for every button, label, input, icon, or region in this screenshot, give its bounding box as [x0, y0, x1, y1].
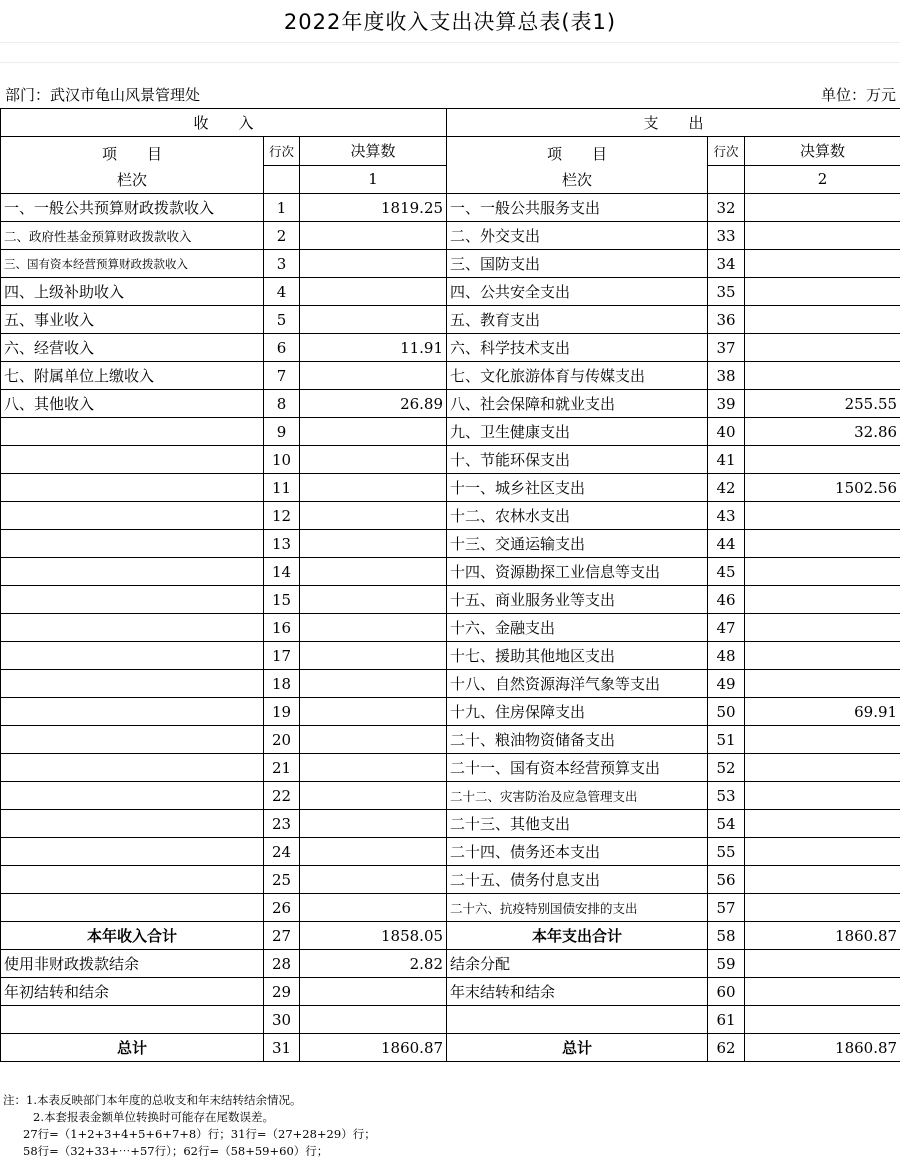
- department-label: 部门：武汉市龟山风景管理处: [5, 86, 201, 104]
- income-row-number: 2: [264, 222, 300, 250]
- expense-amount: [745, 838, 900, 866]
- income-amount: [300, 670, 447, 698]
- expense-item-name: 十五、商业服务业等支出: [447, 586, 708, 614]
- table-row: [1, 866, 900, 894]
- income-item-name: 四、上级补助收入: [1, 278, 264, 306]
- table-row: [1, 502, 900, 530]
- income-item-name: [1, 586, 264, 614]
- expense-grand-total-label: 总计: [447, 1034, 708, 1062]
- income-item-name: 使用非财政拨款结余: [1, 950, 264, 978]
- table-row: [1, 726, 900, 754]
- table-row: [1, 838, 900, 866]
- expense-row-number: 57: [708, 894, 745, 922]
- income-grand-total-label: 总计: [1, 1034, 264, 1062]
- income-amount: [300, 222, 447, 250]
- income-header: 收 入: [1, 109, 447, 137]
- expense-item-name: 二十六、抗疫特别国债安排的支出: [447, 894, 708, 922]
- income-amount: [300, 782, 447, 810]
- income-row-number: 3: [264, 250, 300, 278]
- income-row-number: 12: [264, 502, 300, 530]
- expense-row-number: 41: [708, 446, 745, 474]
- income-amount: 26.89: [300, 390, 447, 418]
- expense-row-number: 47: [708, 614, 745, 642]
- income-item-name: [1, 418, 264, 446]
- income-row-number: 7: [264, 362, 300, 390]
- expense-amount: [745, 1006, 900, 1034]
- income-total-amount: 1858.05: [300, 922, 447, 950]
- expense-row-number: 56: [708, 866, 745, 894]
- income-total-label: 本年收入合计: [1, 922, 264, 950]
- expense-amount-header: 决算数: [745, 137, 900, 166]
- income-item-name: 六、经营收入: [1, 334, 264, 362]
- expense-row-number: 33: [708, 222, 745, 250]
- expense-item-name: 二十二、灾害防治及应急管理支出: [447, 782, 708, 810]
- income-row-number: 1: [264, 194, 300, 222]
- income-item-name: [1, 810, 264, 838]
- income-amount: [300, 810, 447, 838]
- income-item-name: [1, 614, 264, 642]
- income-amount: [300, 1006, 447, 1034]
- table-row: [1, 894, 900, 922]
- income-item-name: 年初结转和结余: [1, 978, 264, 1006]
- income-item-name: [1, 698, 264, 726]
- blank-row: [0, 62, 900, 83]
- income-row-number: 19: [264, 698, 300, 726]
- income-item-name: [1, 446, 264, 474]
- note-3: 27行=（1+2+3+4+5+6+7+8）行；31行=（27+28+29）行；: [23, 1127, 376, 1141]
- expense-amount: [745, 950, 900, 978]
- income-row-no-blank: [264, 165, 300, 194]
- expense-amount: [745, 502, 900, 530]
- income-row-number: 30: [264, 1006, 300, 1034]
- expense-item-name: 二十三、其他支出: [447, 810, 708, 838]
- income-item-name: [1, 530, 264, 558]
- expense-item-name: 八、社会保障和就业支出: [447, 390, 708, 418]
- expense-row-number: 49: [708, 670, 745, 698]
- income-item-name: [1, 754, 264, 782]
- income-row-number: 26: [264, 894, 300, 922]
- expense-item-name: 十三、交通运输支出: [447, 530, 708, 558]
- income-grand-total-row-number: 31: [264, 1034, 300, 1062]
- income-amount-header: 决算数: [300, 137, 447, 166]
- expense-row-number: 51: [708, 726, 745, 754]
- table-row: [1, 950, 900, 978]
- expense-item-name: 二十五、债务付息支出: [447, 866, 708, 894]
- income-item-name: [1, 1006, 264, 1034]
- income-row-no-header: 行次: [264, 137, 300, 166]
- income-amount: [300, 362, 447, 390]
- table-row: [1, 250, 900, 278]
- income-item-name: [1, 866, 264, 894]
- income-total-row-number: 27: [264, 922, 300, 950]
- table-row: [1, 530, 900, 558]
- income-row-number: 18: [264, 670, 300, 698]
- income-row-number: 25: [264, 866, 300, 894]
- expense-row-number: 37: [708, 334, 745, 362]
- income-amount: [300, 838, 447, 866]
- expense-item-name: 五、教育支出: [447, 306, 708, 334]
- income-amount: [300, 558, 447, 586]
- expense-item-name: 年末结转和结余: [447, 978, 708, 1006]
- expense-row-number: 43: [708, 502, 745, 530]
- expense-col-label: 栏次: [562, 171, 593, 189]
- income-amount: [300, 474, 447, 502]
- income-amount: [300, 642, 447, 670]
- table-row: [1, 642, 900, 670]
- page-title: 2022年度收入支出决算总表(表1): [283, 10, 617, 34]
- income-row-number: 9: [264, 418, 300, 446]
- expense-item-header: [447, 137, 708, 194]
- budget-table: [0, 108, 900, 1062]
- table-row: [1, 1006, 900, 1034]
- expense-row-number: 60: [708, 978, 745, 1006]
- expense-item-name: 十一、城乡社区支出: [447, 474, 708, 502]
- unit-label: 单位：万元: [820, 86, 896, 104]
- income-item-name: 三、国有资本经营预算财政拨款收入: [1, 250, 264, 278]
- expense-amount: [745, 670, 900, 698]
- expense-amount: [745, 194, 900, 222]
- income-row-number: 14: [264, 558, 300, 586]
- expense-row-no-header: 行次: [708, 137, 745, 166]
- expense-row-number: 46: [708, 586, 745, 614]
- income-item-name: [1, 782, 264, 810]
- income-row-number: 29: [264, 978, 300, 1006]
- expense-amount: [745, 250, 900, 278]
- income-amount: [300, 754, 447, 782]
- expense-row-number: 61: [708, 1006, 745, 1034]
- expense-amount: 255.55: [745, 390, 900, 418]
- expense-item-name: 十二、农林水支出: [447, 502, 708, 530]
- expense-row-number: 52: [708, 754, 745, 782]
- income-item-name: 八、其他收入: [1, 390, 264, 418]
- income-amount: [300, 418, 447, 446]
- table-row: [1, 614, 900, 642]
- total-row: [1, 922, 900, 950]
- expense-row-number: 32: [708, 194, 745, 222]
- notes: [3, 1092, 898, 1160]
- expense-item-name: 二、外交支出: [447, 222, 708, 250]
- expense-row-number: 40: [708, 418, 745, 446]
- expense-row-number: 34: [708, 250, 745, 278]
- expense-row-number: 50: [708, 698, 745, 726]
- income-row-number: 24: [264, 838, 300, 866]
- expense-amount: [745, 530, 900, 558]
- income-row-number: 8: [264, 390, 300, 418]
- table-row: [1, 306, 900, 334]
- expense-amount: [745, 978, 900, 1006]
- expense-item-name: 十九、住房保障支出: [447, 698, 708, 726]
- income-col-label: 栏次: [116, 171, 147, 189]
- expense-item-name: 九、卫生健康支出: [447, 418, 708, 446]
- blank-row: [0, 42, 900, 63]
- income-row-number: 22: [264, 782, 300, 810]
- expense-amount: [745, 642, 900, 670]
- income-amount: 11.91: [300, 334, 447, 362]
- expense-amount: [745, 306, 900, 334]
- expense-item-name: 十八、自然资源海洋气象等支出: [447, 670, 708, 698]
- income-amount: [300, 614, 447, 642]
- income-item-name: [1, 726, 264, 754]
- note-4: 58行=（32+33+⋯+57行）；62行=（58+59+60）行；: [23, 1144, 329, 1158]
- income-row-number: 16: [264, 614, 300, 642]
- expense-grand-total-amount: 1860.87: [745, 1034, 900, 1062]
- expense-total-row-number: 58: [708, 922, 745, 950]
- income-col-number: 1: [300, 165, 447, 194]
- expense-item-name: 十七、援助其他地区支出: [447, 642, 708, 670]
- income-item-name: [1, 670, 264, 698]
- expense-amount: [745, 754, 900, 782]
- expense-amount: [745, 866, 900, 894]
- expense-row-number: 48: [708, 642, 745, 670]
- expense-total-amount: 1860.87: [745, 922, 900, 950]
- table-row: [1, 446, 900, 474]
- expense-amount: [745, 222, 900, 250]
- table-row: [1, 810, 900, 838]
- expense-row-number: 42: [708, 474, 745, 502]
- expense-item-name: 十四、资源勘探工业信息等支出: [447, 558, 708, 586]
- expense-amount: [745, 278, 900, 306]
- income-amount: [300, 250, 447, 278]
- table-row: [1, 670, 900, 698]
- expense-amount: [745, 614, 900, 642]
- income-amount: [300, 978, 447, 1006]
- table-row: [1, 390, 900, 418]
- income-amount: [300, 726, 447, 754]
- expense-amount: 69.91: [745, 698, 900, 726]
- income-item-name: 一、一般公共预算财政拨款收入: [1, 194, 264, 222]
- income-amount: 2.82: [300, 950, 447, 978]
- table-row: [1, 754, 900, 782]
- grand-total-row: [1, 1034, 900, 1062]
- expense-item-name: 十、节能环保支出: [447, 446, 708, 474]
- income-item-header: [1, 137, 264, 194]
- expense-amount: [745, 362, 900, 390]
- expense-amount: [745, 558, 900, 586]
- income-row-number: 17: [264, 642, 300, 670]
- income-row-number: 13: [264, 530, 300, 558]
- income-amount: [300, 502, 447, 530]
- expense-amount: [745, 894, 900, 922]
- expense-row-number: 38: [708, 362, 745, 390]
- table-row: [1, 782, 900, 810]
- expense-row-number: 59: [708, 950, 745, 978]
- expense-amount: [745, 726, 900, 754]
- expense-item-name: 二十一、国有资本经营预算支出: [447, 754, 708, 782]
- income-amount: [300, 530, 447, 558]
- table-row: [1, 362, 900, 390]
- income-amount: 1819.25: [300, 194, 447, 222]
- income-amount: [300, 866, 447, 894]
- income-row-number: 10: [264, 446, 300, 474]
- expense-amount: [745, 586, 900, 614]
- expense-amount: [745, 446, 900, 474]
- table-row: [1, 334, 900, 362]
- expense-row-number: 36: [708, 306, 745, 334]
- expense-grand-total-row-number: 62: [708, 1034, 745, 1062]
- income-row-number: 5: [264, 306, 300, 334]
- expense-row-number: 35: [708, 278, 745, 306]
- expense-row-no-blank: [708, 165, 745, 194]
- expense-row-number: 53: [708, 782, 745, 810]
- expense-total-label: 本年支出合计: [447, 922, 708, 950]
- income-item-name: [1, 558, 264, 586]
- income-row-number: 20: [264, 726, 300, 754]
- expense-item-name: 二十、粮油物资储备支出: [447, 726, 708, 754]
- income-amount: [300, 894, 447, 922]
- expense-item-name: 二十四、债务还本支出: [447, 838, 708, 866]
- income-row-number: 23: [264, 810, 300, 838]
- expense-row-number: 39: [708, 390, 745, 418]
- expense-row-number: 44: [708, 530, 745, 558]
- expense-amount: 32.86: [745, 418, 900, 446]
- income-row-number: 11: [264, 474, 300, 502]
- note-2: 2.本套报表金额单位转换时可能存在尾数误差。: [33, 1110, 274, 1124]
- table-row: [1, 418, 900, 446]
- header-row-1: [1, 109, 900, 137]
- note-1: 注：1.本表反映部门本年度的总收支和年末结转结余情况。: [3, 1093, 302, 1107]
- table-row: [1, 278, 900, 306]
- income-item-name: 七、附属单位上缴收入: [1, 362, 264, 390]
- expense-header: 支 出: [447, 109, 900, 137]
- header-row-2: [1, 137, 900, 166]
- table-row: [1, 558, 900, 586]
- expense-col-number: 2: [745, 165, 900, 194]
- expense-item-name: [447, 1006, 708, 1034]
- income-amount: [300, 586, 447, 614]
- income-amount: [300, 278, 447, 306]
- income-amount: [300, 306, 447, 334]
- expense-row-number: 55: [708, 838, 745, 866]
- expense-item-name: 十六、金融支出: [447, 614, 708, 642]
- expense-item-name: 一、一般公共服务支出: [447, 194, 708, 222]
- table-row: [1, 978, 900, 1006]
- income-row-number: 6: [264, 334, 300, 362]
- expense-amount: [745, 782, 900, 810]
- income-amount: [300, 446, 447, 474]
- income-item-name: [1, 894, 264, 922]
- income-item-label: 项 目: [101, 145, 162, 163]
- income-row-number: 4: [264, 278, 300, 306]
- expense-item-name: 七、文化旅游体育与传媒支出: [447, 362, 708, 390]
- table-row: [1, 474, 900, 502]
- income-row-number: 15: [264, 586, 300, 614]
- expense-amount: 1502.56: [745, 474, 900, 502]
- income-grand-total-amount: 1860.87: [300, 1034, 447, 1062]
- table-row: [1, 222, 900, 250]
- income-row-number: 21: [264, 754, 300, 782]
- income-item-name: [1, 474, 264, 502]
- expense-item-name: 四、公共安全支出: [447, 278, 708, 306]
- expense-item-name: 六、科学技术支出: [447, 334, 708, 362]
- expense-item-name: 三、国防支出: [447, 250, 708, 278]
- expense-item-name: 结余分配: [447, 950, 708, 978]
- expense-amount: [745, 810, 900, 838]
- table-row: [1, 698, 900, 726]
- table-row: [1, 586, 900, 614]
- income-item-name: [1, 838, 264, 866]
- expense-item-label: 项 目: [547, 145, 608, 163]
- income-row-number: 28: [264, 950, 300, 978]
- table-row: [1, 194, 900, 222]
- income-item-name: 五、事业收入: [1, 306, 264, 334]
- expense-row-number: 54: [708, 810, 745, 838]
- expense-row-number: 45: [708, 558, 745, 586]
- income-item-name: [1, 642, 264, 670]
- income-item-name: 二、政府性基金预算财政拨款收入: [1, 222, 264, 250]
- income-item-name: [1, 502, 264, 530]
- expense-amount: [745, 334, 900, 362]
- income-amount: [300, 698, 447, 726]
